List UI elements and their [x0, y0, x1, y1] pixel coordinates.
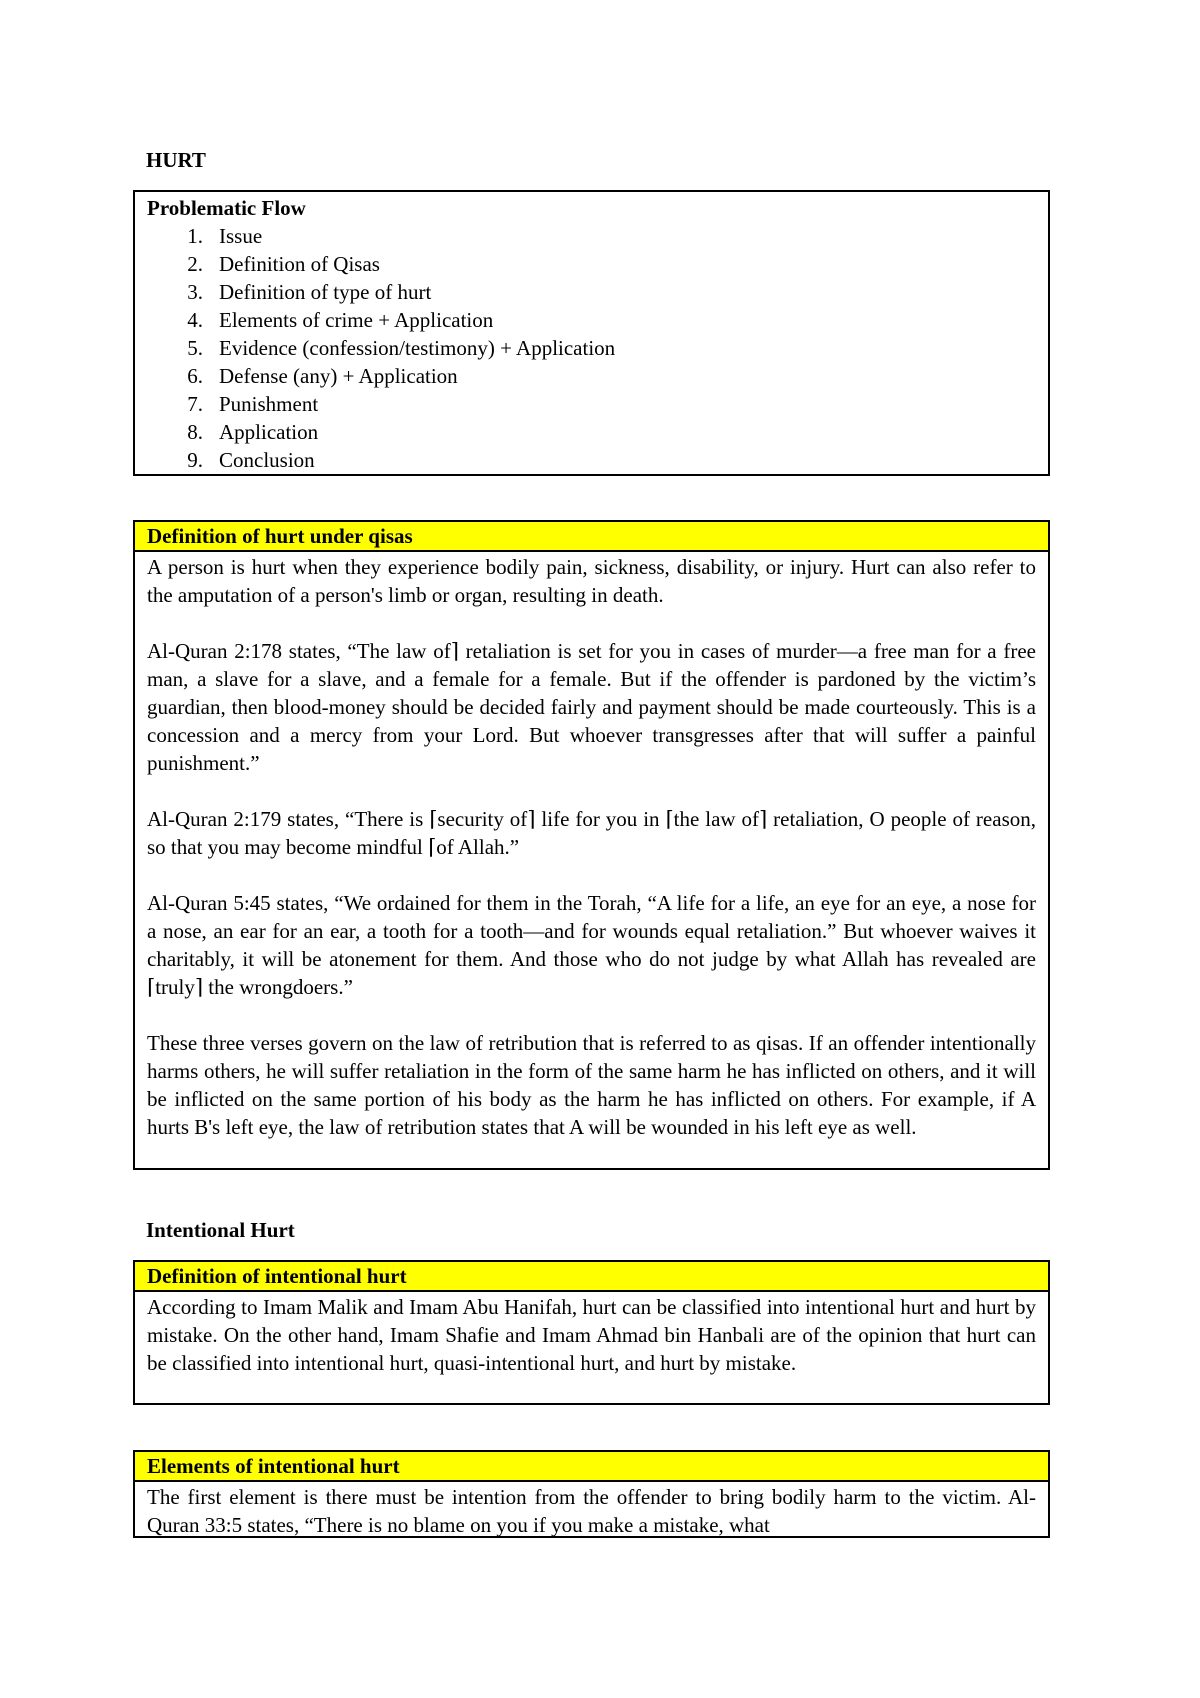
- problematic-flow-list: [135, 222, 1048, 474]
- paragraph: Al-Quran 2:178 states, “The law of⌉ retaliation is set for you in cases of murder—a free man for a free man, a slave for a slave, and a female for a female. But if the offender is pardoned by the victim’s guardian, then blood-money should be decided fairly and payment should be made courteously. This is a concession and a mercy from your Lord. But whoever transgresses after that will suffer a painful punishment.”: [147, 639, 1036, 775]
- paragraph: Al-Quran 5:45 states, “We ordained for them in the Torah, “A life for a life, an eye for an eye, a nose for a nose, an ear for an ear, a tooth for a tooth—and for wounds equal retaliation.” But whoever waives it charitably, it will be atonement for them. And those who do not judge by what Allah has revealed are ⌈truly⌉ the wrongdoers.”: [147, 891, 1036, 999]
- paragraph: The first element is there must be intention from the offender to bring bodily harm to the victim. Al-Quran 33:5 states, “There is no blame on you if you make a mistake, what: [147, 1485, 1036, 1537]
- list-item: 7. Punishment: [187, 392, 319, 416]
- list-item: 4. Elements of crime + Application: [187, 308, 494, 332]
- list-item: 3. Definition of type of hurt: [187, 280, 432, 304]
- list-item: 8. Application: [187, 420, 319, 444]
- list-item: 6. Defense (any) + Application: [187, 364, 458, 388]
- definition-of-hurt-body: [135, 552, 1048, 1144]
- list-item: 1. Issue: [187, 224, 263, 248]
- elements-of-intentional-hurt-box: [133, 1450, 1050, 1538]
- list-item: 5. Evidence (confession/testimony) + Application: [187, 336, 616, 360]
- paragraph: These three verses govern on the law of retribution that is referred to as qisas. If an offender intentionally harms others, he will suffer retaliation in the form of the same harm he has inflicted on others, and it will be inflicted on the same portion of his body as the harm he has inflicted on others. For example, if A hurts B's left eye, the law of retribution states that A will be wounded in his left eye as well.: [147, 1031, 1036, 1139]
- list-item: 9. Conclusion: [187, 448, 315, 472]
- elements-of-intentional-hurt-header: Elements of intentional hurt: [135, 1452, 1048, 1482]
- problematic-flow-box: [133, 190, 1050, 476]
- definition-of-hurt-header: Definition of hurt under qisas: [135, 522, 1048, 552]
- paragraph: A person is hurt when they experience bodily pain, sickness, disability, or injury. Hurt can also refer to the amputation of a person's limb or organ, resulting in death.: [147, 555, 1036, 607]
- elements-of-intentional-hurt-body: [135, 1482, 1048, 1538]
- paragraph: According to Imam Malik and Imam Abu Hanifah, hurt can be classified into intentional hurt and hurt by mistake. On the other hand, Imam Shafie and Imam Ahmad bin Hanbali are of the opinion that hurt can be classified into intentional hurt, quasi-intentional hurt, and hurt by mistake.: [147, 1295, 1036, 1375]
- problematic-flow-title: Problematic Flow: [147, 196, 306, 220]
- definition-of-hurt-box: [133, 520, 1050, 1170]
- definition-of-intentional-hurt-body: [135, 1292, 1048, 1380]
- paragraph: Al-Quran 2:179 states, “There is ⌈security of⌉ life for you in ⌈the law of⌉ retaliation, O people of reason, so that you may become mindful ⌈of Allah.”: [147, 807, 1036, 859]
- definition-of-intentional-hurt-box: [133, 1260, 1050, 1405]
- list-item: 2. Definition of Qisas: [187, 252, 380, 276]
- definition-of-intentional-hurt-header: Definition of intentional hurt: [135, 1262, 1048, 1292]
- intentional-hurt-heading: Intentional Hurt: [146, 1218, 295, 1242]
- page-title: HURT: [146, 148, 206, 172]
